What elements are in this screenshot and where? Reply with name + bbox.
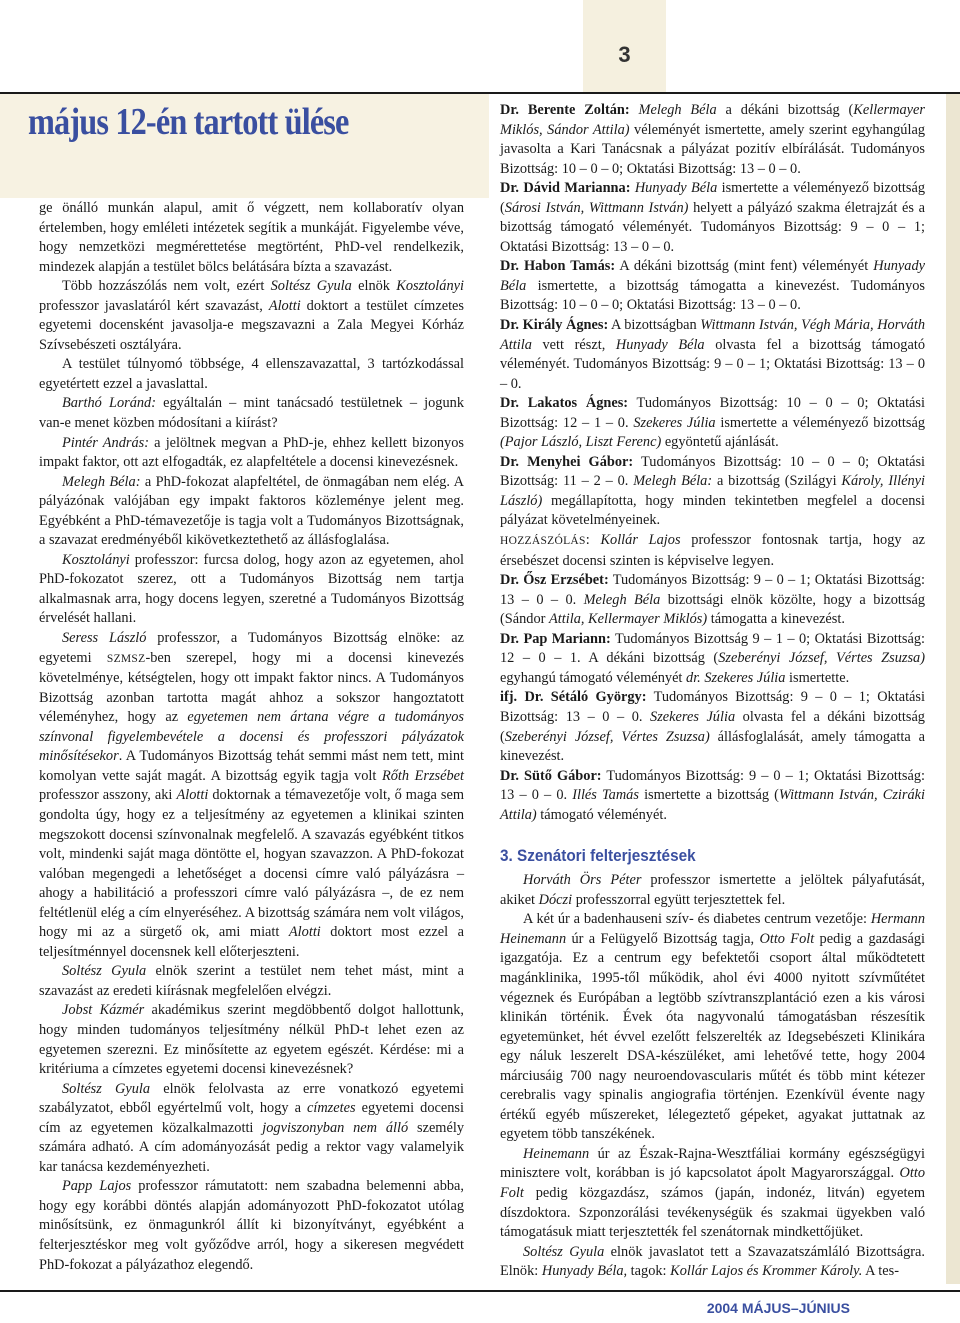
paragraph: Dr. Berente Zoltán: Melegh Béla a dékáni bizottság (Kellermayer Miklós, Sándor Attila) véleményét ismertette, amely szerint egyhangúlag javasolta a Kari Tanácsnak a pályázat pozitív elbírálását. Tudományos Bizottság: 10 – 0 – 0; Oktatási Bizottság: 13 – 0 – 0. xyxy=(500,102,926,177)
paragraph: Több hozzászólás nem volt, ezért Soltész Gyula elnök Kosztolányi professzor javaslatáról kért szavazást, Alotti doktort a testület címzetes egyetemi docensként javasolja-e megszavazni a Zala Megyei Kórház Szívsebészeti osztályára. xyxy=(39,278,465,353)
paragraph: Melegh Béla: a PhD-fokozat alapfeltétel, de önmagában nem elég. A pályázónak valójában egy impakt faktoros közleménye jelent meg. Egyébként a PhD-témavezetője is tagja volt a Tudományos Bizottságnak, a szavazat eredményéből kikövetkeztethető az állásfoglalása. xyxy=(39,473,464,549)
paragraph: A két úr a badenhauseni szív- és diabetes centrum vezetője: Hermann Heinemann úr a Felügyelő Bizottság tagja, Otto Folt pedig a gazdasági igazgatója. Ez a centrum egy befektetői csoport által működtetett magánklinika, 1995-től működik, ahol évi 4000 nyitott szívműtétet végeznek és Európában a legtöbb szívtranszplantáció ezen a kis városi klinikán történik. Évek óta nagyvonalú támogatásban részesítik egyetemünket, hét évvel ezelőtt felszerelték az Idegsebészeti Klinikára egy náluk leszerelt DSA-készüléket, ami lehetővé tette, hogy 2004 márciusáig 700 nagy neuroendovascularis műtét és több mint kétezer cerebralis vagy spinalis angiografia történjen. Ezenkívül évente nagy értékű egyéb műszereket, lélegeztető gépeket, agyakat juttatnak az egyetem több tanszékének. xyxy=(500,911,926,1143)
paragraph: Soltész Gyula elnök felolvasta az erre vonatkozó egyetemi szabályzatot, ebből egyértelmű volt, hogy a címzetes egyetemi docensi cím az egyetemen közalkalmazotti jogviszonyban nem álló személy számára adható. A cím adományozását pedig a rektor vagy valamelyik kar tanácsa kezdeményezheti. xyxy=(39,1080,464,1175)
paragraph: A testület túlnyomó többsége, 4 ellenszavazattal, 3 tartózkodással egyetértett ezzel a javaslattal. xyxy=(39,356,464,392)
paragraph: Papp Lajos professzor rámutatott: nem szabadna belemenni abba, hogy egy korábbi döntés alapján adományozott PhD-fokozatot utólag minősítsünk, ez önmagunkról állít ki bizonyítványt, egyébként a felterjesztéskor meg volt győződve arról, hogy a sikeresen megvédett PhD-fokozat a pályázathoz elegendő. xyxy=(39,1178,464,1273)
page-number: 3 xyxy=(618,42,631,67)
footer-issue-date: 2004 MÁJUS–JÚNIUS xyxy=(706,1300,850,1316)
paragraph: Kosztolányi professzor: furcsa dolog, hogy azon az egyetemen, ahol PhD-fokozatot szerez, ott a Tudományos Bizottság nem tartja alkalmasnak arra, hogy docens legyen, szeretné a Tudományos Bizottság érvelését hallani. xyxy=(39,551,464,627)
paragraph: ifj. Dr. Sétáló György: Tudományos Bizottság: 9 – 0 – 1; Oktatási Bizottság: 13 – 0 – 0. Szekeres Júlia olvasta fel a dékáni bizottság (Szeberényi József, Vértes Zsuzsa) állásfoglalását, amely támogatta a kinevezést. xyxy=(500,689,925,765)
paragraph: Dr. Király Ágnes: A bizottságban Wittmann István, Végh Mária, Horváth Attila vett részt, Hunyady Béla olvasta fel a bizottság támogató véleményét. Tudományos Bizottság: 9 – 0 – 1; Oktatási Bizottság: 13 – 0 – 0. xyxy=(500,317,925,392)
paragraph: Barthó Loránd: egyáltalán – mint tanácsadó testületnek – jogunk van-e menet közben módosítani a kiírást? xyxy=(39,395,464,432)
paragraph: ge önálló munkán alapul, amit ő végzett, nem kollaboratív olyan értelemben, hogy emléleti intézetek segítik a munkáját. Figyelembe véve, hogy nemzetközi megmérettetése megtörtént, PhD-vel rendelkezik, mindezek alapján a testület bölcs belátására bízta a szavazást. xyxy=(39,200,464,275)
paragraph: Seress László professzor, a Tudományos Bizottság elnöke: az egyetemi SZMSZ-ben szerepel, hogy mi a docensi kinevezés követelménye, kétségtelen, hogy ott impakt faktor nincs. A Tudományos Bizottság azonban tartotta magát ahhoz a sokszor hangoztatott véleményhez, hogy az egyetemen nem ártana végre a tudományos színvonal figyelembevétele a docensi és professzori pályázatok minősítésekor. A Tudományos Bizottság tehát semmi mást nem tett, mint komolyan vette saját magát. A bizottság egyik tagja volt Rőth Erzsébet professzor asszony, aki Alotti doktornak a témavezetője volt, ő maga sem gondolta úgy, hogy ez a teljesítmény az egyetemen a klinikai szinten megszokott docensi színvonalnak megfelelő. A szavazás egyébként titkos volt, mindenki saját maga döntötte el, hogyan szavazzon. A PhD-fokozat valóban megengedi a lehetőséget a docensi címre való pályázásra – ahogy a habilitáció a professzori címre való pályázásra –, de ez nem feltétlenül elég a cím elnyeréséhez. A bizottság számára nem volt világos, hogy mi az a sürgető ok, ami miatt Alotti doktort most ezzel a teljesítménnyel docensnek kell előterjeszteni. xyxy=(39,630,464,960)
paragraph: Dr. Menyhei Gábor: Tudományos Bizottság: 10 – 0 – 0; Oktatási Bizottság: 11 – 2 – 0. Melegh Béla: a bizottság (Szilágyi Károly, Illényi László) megállapította, hogy minden tekintetben megfelel a docensi pályázat követelményeinek. xyxy=(500,453,926,529)
paragraph: Dr. Pap Mariann: Tudományos Bizottság 9 – 1 – 0; Oktatási Bizottság: 12 – 0 – 1. A dékáni bizottság (Szeberényi József, Vértes Zsuzsa) egyhangú támogató véleményét dr. Szekeres Júlia ismertette. xyxy=(500,630,925,686)
paragraph: Dr. Ősz Erzsébet: Tudományos Bizottság: 9 – 0 – 1; Oktatási Bizottság: 13 – 0 – 0. Melegh Béla bizottsági elnök közölte, hogy a bizottság (Sándor Attila, Kellermayer Miklós) támogatta a kinevezést. xyxy=(500,572,926,628)
bottom-rule xyxy=(0,1290,960,1292)
page-title: május 12-én tartott ülése xyxy=(28,101,349,143)
paragraph: Soltész Gyula elnök szerint a testület nem tehet mást, mint a szavazást az eredeti kiírásnak megfelelően elvégzi. xyxy=(39,963,464,999)
side-bar xyxy=(946,94,960,1284)
paragraph: Dr. Lakatos Ágnes: Tudományos Bizottság: 10 – 0 – 0; Oktatási Bizottság: 12 – 1 – 0. Szekeres Júlia ismertette a véleményező bizottság (Pajor László, Liszt Ferenc) egyöntetű ajánlását. xyxy=(500,395,925,451)
paragraph: Horváth Örs Péter professzor ismertette a jelöltek pályafutását, akiket Dóczi professzorral együtt terjesztettek fel. xyxy=(500,872,925,908)
paragraph: Pintér András: a jelöltnek megvan a PhD-je, ehhez kellett bizonyos impakt faktor, ott azt elfogadták, ez alapfeltétele a docensi kinevezésnek. xyxy=(39,434,464,471)
paragraph: Dr. Dávid Marianna: Hunyady Béla ismertette a véleményező bizottság (Sárosi István, Wittmann István) helyett a pályázó szakma életrajzát és a bizottság támogató véleményét. Tudományos Bizottság: 9 – 0 – 1; Oktatási Bizottság: 13 – 0 – 0. xyxy=(500,180,925,255)
paragraph: HOZZÁSZÓLÁS: Kollár Lajos professzor fontosnak tartja, hogy az érsebészet docensi szinten is képviselve legyen. xyxy=(500,532,926,569)
right-column xyxy=(500,101,925,1282)
left-column xyxy=(39,199,464,1275)
section-heading: 3. Szenátori felterjesztések xyxy=(500,846,696,866)
paragraph: Soltész Gyula elnök javaslatot tett a Szavazatszámláló Bizottságra. Elnök: Hunyady Béla, tagok: Kollár Lajos és Krommer Károly. A tes- xyxy=(500,1243,925,1280)
paragraph: Jobst Kázmér akadémikus szerint megdöbbentő dolgot hallottunk, hogy minden tudományos teljesítmény nélkül PhD-t lehet ezen az egyetemen szerezni. Ez minősítette az egyetem egészét. Kérdése: mi a kritériuma a címzetes egyetemi docensi kinevezésnek? xyxy=(39,1002,464,1078)
paragraph: Dr. Habon Tamás: A dékáni bizottság (mint fent) véleményét Hunyady Béla ismertette, a bizottság támogatta a kinevezést. Tudományos Bizottság: 10 – 0 – 0; Oktatási Bizottság: 13 – 0 – 0. xyxy=(500,258,925,314)
paragraph: Heinemann úr az Észak-Rajna-Wesztfáliai kormány egészségügyi minisztere volt, korábban is jó kapcsolatot ápolt Magyarországgal. Otto Folt pedig közgazdász, számos (japán, indonéz, litván) egyetem díszdoktora. Szponzorálási tevékenységük és szakmai ügyekben való támogatásuk miatt terjesztették fel szenátornak mindkettőjüket. xyxy=(500,1145,925,1241)
paragraph: Dr. Sütő Gábor: Tudományos Bizottság: 9 – 0 – 1; Oktatási Bizottság: 13 – 0 – 0. Illés Tamás ismertette a bizottság (Wittmann István, Cziráki Attila) támogató véleményét. xyxy=(500,767,925,823)
